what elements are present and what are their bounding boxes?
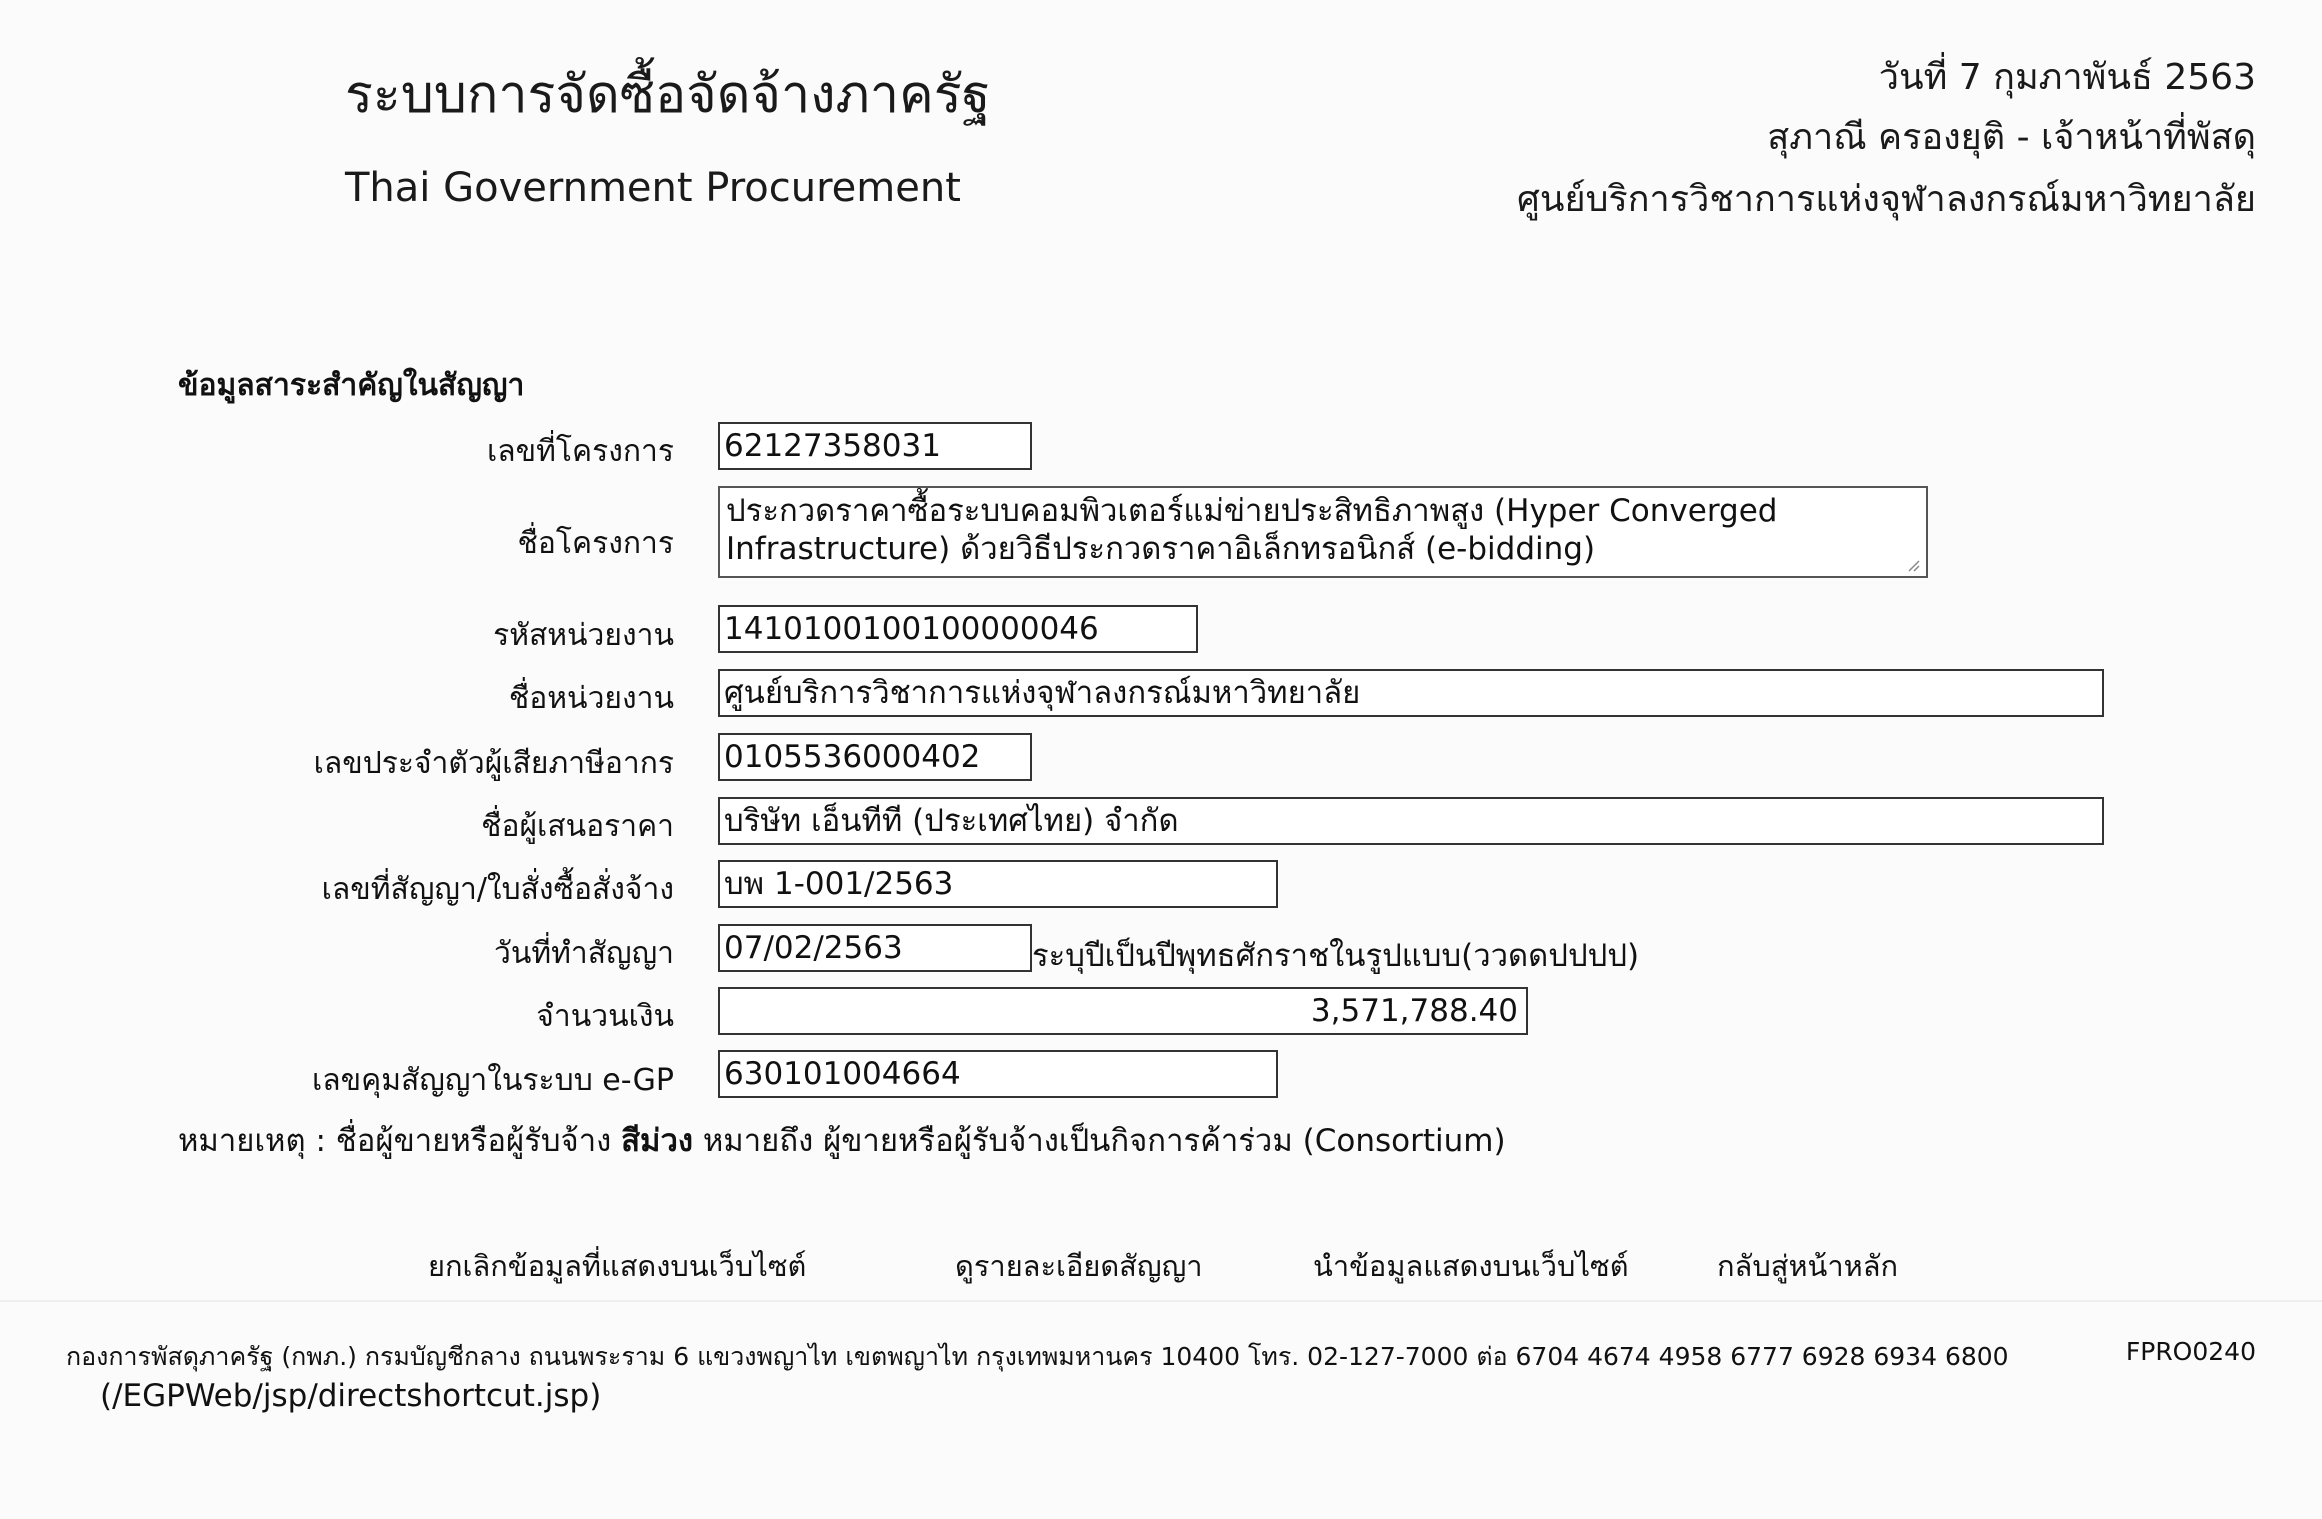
consortium-note: [178, 1115, 1506, 1165]
contract-no-label: เลขที่สัญญา/ใบสั่งซื้อสั่งจ้าง: [321, 872, 674, 907]
egp-control-no-field[interactable]: 630101004664: [718, 1050, 1278, 1098]
bidder-name-field[interactable]: บริษัท เอ็นทีที (ประเทศไทย) จำกัด: [718, 797, 2104, 845]
header-date: วันที่ 7 กุมภาพันธ์ 2563: [1878, 57, 2256, 98]
section-title: ข้อมูลสาระสำคัญในสัญญา: [178, 368, 525, 403]
back-to-home-link[interactable]: กลับสู่หน้าหลัก: [1717, 1249, 1899, 1283]
system-name-th: ระบบการจัดซื้อจัดจ้างภาครัฐ: [345, 65, 991, 125]
cancel-display-link[interactable]: ยกเลิกข้อมูลที่แสดงบนเว็บไซต์: [428, 1249, 807, 1283]
contract-date-field[interactable]: 07/02/2563: [718, 924, 1032, 972]
tax-id-field[interactable]: 0105536000402: [718, 733, 1032, 781]
footer-address: กองการพัสดุภาครัฐ (กพภ.) กรมบัญชีกลาง ถนนพระราม 6 แขวงพญาไท เขตพญาไท กรุงเทพมหานคร 10400 โทร. 02-127-7000 ต่อ 6704 4674 4958 6777 6928 6934 6800: [66, 1342, 2009, 1371]
resize-handle-icon[interactable]: [1906, 558, 1920, 572]
amount-label: จำนวนเงิน: [536, 999, 674, 1034]
contract-no-field[interactable]: บพ 1-001/2563: [718, 860, 1278, 908]
project-no-field[interactable]: 62127358031: [718, 422, 1032, 470]
project-name-label: ชื่อโครงการ: [517, 526, 674, 561]
contract-date-label: วันที่ทำสัญญา: [493, 936, 674, 971]
project-no-label: เลขที่โครงการ: [487, 434, 674, 469]
agency-name-field[interactable]: ศูนย์บริการวิชาการแห่งจุฬาลงกรณ์มหาวิทยาลัย: [718, 669, 2104, 717]
bidder-name-label: ชื่อผู้เสนอราคา: [481, 809, 674, 844]
footer-page-code: FPRO0240: [2125, 1337, 2256, 1366]
header-organization: ศูนย์บริการวิชาการแห่งจุฬาลงกรณ์มหาวิทยาลัย: [1517, 179, 2256, 220]
note-highlight: สีม่วง: [621, 1123, 694, 1159]
project-name-textarea[interactable]: [718, 486, 1928, 578]
system-name-en: Thai Government Procurement: [345, 165, 961, 211]
publish-to-website-link[interactable]: นำข้อมูลแสดงบนเว็บไซต์: [1313, 1249, 1629, 1283]
footer-path: (/EGPWeb/jsp/directshortcut.jsp): [100, 1378, 602, 1414]
header-user: สุภาณี ครองยุติ - เจ้าหน้าที่พัสดุ: [1767, 117, 2256, 158]
agency-name-label: ชื่อหน่วยงาน: [508, 681, 674, 716]
contract-date-hint: ระบุปีเป็นปีพุทธศักราชในรูปแบบ(ววดดปปปป): [1032, 938, 1640, 974]
agency-code-field[interactable]: 1410100100100000046: [718, 605, 1198, 653]
project-name-value: ประกวดราคาซื้อระบบคอมพิวเตอร์แม่ข่ายประสิทธิภาพสูง (Hyper Converged Infrastructure) ด้วยวิธีประกวดราคาอิเล็กทรอนิกส์ (e-bidding): [726, 493, 1778, 567]
tax-id-label: เลขประจำตัวผู้เสียภาษีอากร: [313, 746, 674, 781]
agency-code-label: รหัสหน่วยงาน: [493, 618, 674, 653]
divider: [0, 1300, 2322, 1302]
note-suffix: หมายถึง ผู้ขายหรือผู้รับจ้างเป็นกิจการค้าร่วม (Consortium): [702, 1123, 1506, 1159]
view-contract-details-link[interactable]: ดูรายละเอียดสัญญา: [955, 1249, 1203, 1283]
note-prefix: หมายเหตุ : ชื่อผู้ขายหรือผู้รับจ้าง: [178, 1123, 612, 1159]
egp-control-no-label: เลขคุมสัญญาในระบบ e-GP: [312, 1063, 674, 1098]
amount-field[interactable]: 3,571,788.40: [718, 987, 1528, 1035]
